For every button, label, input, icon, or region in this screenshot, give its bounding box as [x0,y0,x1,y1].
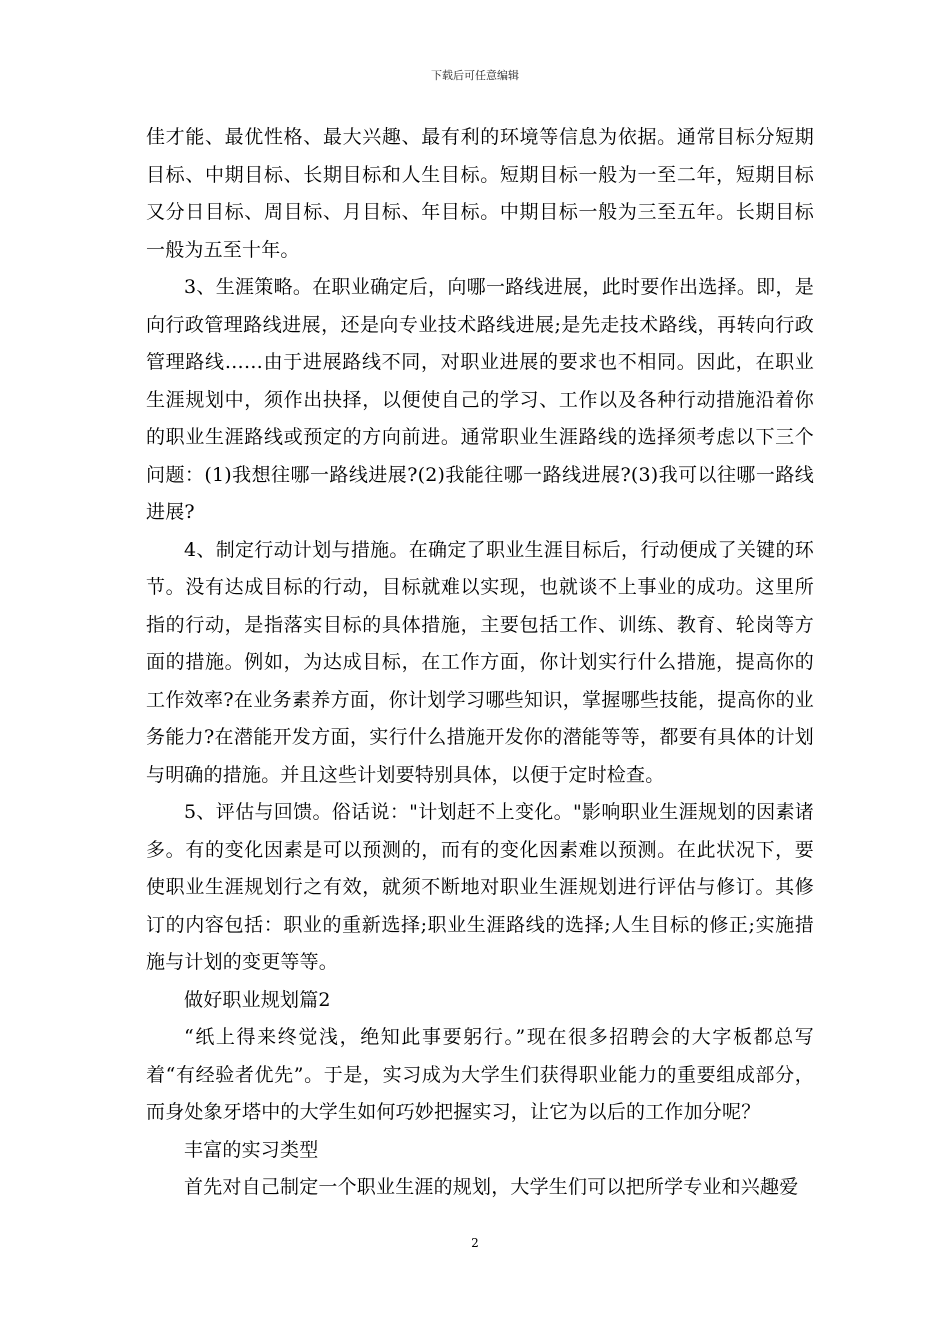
paragraph-internship-intro: “纸上得来终觉浅，绝知此事要躬行。”现在很多招聘会的大字板都总写着“有经验者优先”。于是，实习成为大学生们获得职业能力的重要组成部分，而身处象牙塔中的大学生如何巧妙把握实习，让它为以后的工作加分呢？ [146,1026,814,1123]
paragraph-evaluation-feedback: 5、评估与回馈。俗话说："计划赶不上变化。"影响职业生涯规划的因素诸多。有的变化因素是可以预测的，而有的变化因素难以预测。在此状况下，要使职业生涯规划行之有效，就须不断地对职业生涯规划进行评估与修订。其修订的内容包括：职业的重新选择;职业生涯路线的选择;人生目标的修正;实施措施与计划的变更等等。 [146,801,814,973]
page-number: 2 [471,1236,479,1250]
document-body [146,119,814,1207]
paragraph-action-plan: 4、制定行动计划与措施。在确定了职业生涯目标后，行动便成了关键的环节。没有达成目标的行动，目标就难以实现，也就谈不上事业的成功。这里所指的行动，是指落实目标的具体措施，主要包括工作、训练、教育、轮岗等方面的措施。例如，为达成目标，在工作方面，你计划实行什么措施，提高你的工作效率?在业务素养方面，你计划学习哪些知识，掌握哪些技能，提高你的业务能力?在潜能开发方面，实行什么措施开发你的潜能等等，都要有具体的计划与明确的措施。并且这些计划要特别具体，以便于定时检查。 [146,538,814,786]
paragraph-career-plan-start: 首先对自己制定一个职业生涯的规划，大学生们可以把所学专业和兴趣爱 [184,1176,799,1198]
section-heading-part-2: 做好职业规划篇2 [184,988,331,1011]
paragraph-career-strategy: 3、生涯策略。在职业确定后，向哪一路线进展，此时要作出选择。即，是向行政管理路线进展，还是向专业技术路线进展;是先走技术路线，再转向行政管理路线……由于进展路线不同，对职业进展的要求也不相同。因此，在职业生涯规划中，须作出抉择，以便使自己的学习、工作以及各种行动措施沿着你的职业生涯路线或预定的方向前进。通常职业生涯路线的选择须考虑以下三个问题：(1)我想往哪一路线进展?(2)我能往哪一路线进展?(3)我可以往哪一路线进展? [146,276,814,523]
subheading-internship-types: 丰富的实习类型 [184,1138,319,1161]
page-header-note: 下载后可任意编辑 [431,69,519,82]
paragraph-goals-continued: 佳才能、最优性格、最大兴趣、最有利的环境等信息为依据。通常目标分短期目标、中期目标、长期目标和人生目标。短期目标一般为一至二年，短期目标又分日目标、周目标、月目标、年目标。中期目标一般为三至五年。长期目标一般为五至十年。 [146,126,814,261]
